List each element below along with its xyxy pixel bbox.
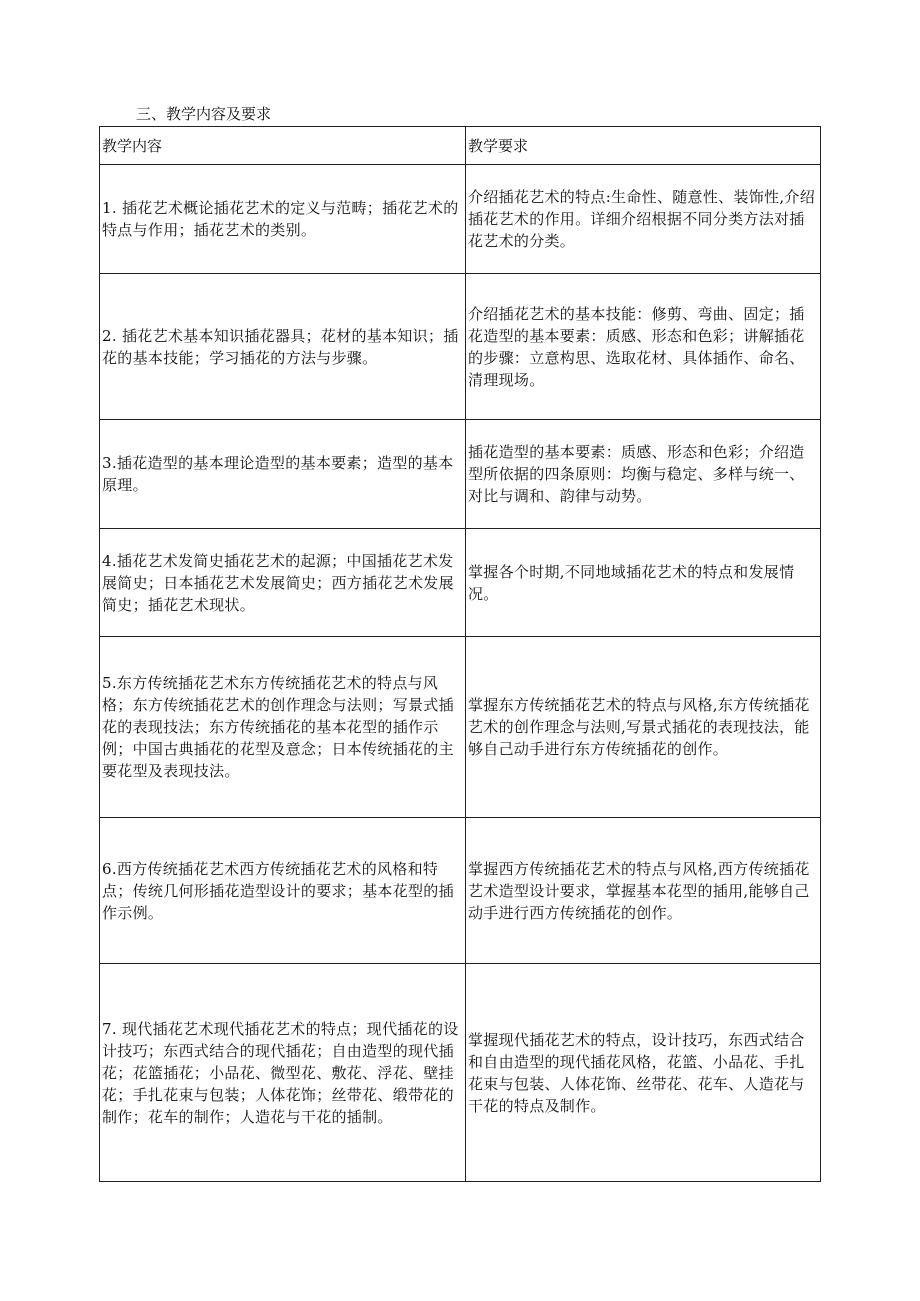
content-cell: 2. 插花艺术基本知识插花器具；花材的基本知识；插花的基本技能；学习插花的方法与步骤。 (100, 274, 466, 420)
requirement-cell: 掌握各个时期,不同地域插花艺术的特点和发展情况。 (466, 529, 821, 637)
table-row (100, 165, 821, 274)
table-row (100, 274, 821, 420)
header-requirement: 教学要求 (466, 127, 821, 165)
header-content: 教学内容 (100, 127, 466, 165)
requirement-cell: 介绍插花艺术的特点:生命性、随意性、装饰性,介绍插花艺术的作用。详细介绍根据不同分类方法对插花艺术的分类。 (466, 165, 821, 274)
content-requirements-table (99, 126, 821, 1182)
table-row (100, 964, 821, 1182)
requirement-cell: 插花造型的基本要素：质感、形态和色彩；介绍造型所依据的四条原则：均衡与稳定、多样与统一、对比与调和、韵律与动势。 (466, 420, 821, 529)
content-cell: 4.插花艺术发简史插花艺术的起源；中国插花艺术发展简史；日本插花艺术发展简史；西方插花艺术发展简史；插花艺术现状。 (100, 529, 466, 637)
table-row (100, 637, 821, 818)
content-cell: 6.西方传统插花艺术西方传统插花艺术的风格和特点；传统几何形插花造型设计的要求；基本花型的插作示例。 (100, 818, 466, 964)
section-heading: 三、教学内容及要求 (136, 105, 272, 123)
table-row (100, 529, 821, 637)
requirement-cell: 掌握现代插花艺术的特点，设计技巧，东西式结合和自由造型的现代插花风格，花篮、小品花、手扎花束与包装、人体花饰、丝带花、花车、人造花与干花的特点及制作。 (466, 964, 821, 1182)
requirement-cell: 介绍插花艺术的基本技能：修剪、弯曲、固定；插花造型的基本要素：质感、形态和色彩；讲解插花的步骤：立意构思、选取花材、具体插作、命名、清理现场。 (466, 274, 821, 420)
requirement-cell: 掌握东方传统插花艺术的特点与风格,东方传统插花艺术的创作理念与法则,写景式插花的表现技法，能够自己动手进行东方传统插花的创作。 (466, 637, 821, 818)
content-cell: 5.东方传统插花艺术东方传统插花艺术的特点与风格；东方传统插花艺术的创作理念与法则；写景式插花的表现技法；东方传统插花的基本花型的插作示例；中国古典插花的花型及意念；日本传统插花的主要花型及表现技法。 (100, 637, 466, 818)
table-header-row (100, 127, 821, 165)
content-cell: 1. 插花艺术概论插花艺术的定义与范畴；插花艺术的特点与作用；插花艺术的类别。 (100, 165, 466, 274)
table-row (100, 818, 821, 964)
content-cell: 3.插花造型的基本理论造型的基本要素；造型的基本原理。 (100, 420, 466, 529)
content-cell: 7. 现代插花艺术现代插花艺术的特点；现代插花的设计技巧；东西式结合的现代插花；自由造型的现代插花；花篮插花；小品花、微型花、敷花、浮花、壁挂花；手扎花束与包装；人体花饰；丝带花、缎带花的制作；花车的制作；人造花与干花的插制。 (100, 964, 466, 1182)
requirement-cell: 掌握西方传统插花艺术的特点与风格,西方传统插花艺术造型设计要求，掌握基本花型的插用,能够自己动手进行西方传统插花的创作。 (466, 818, 821, 964)
table-row (100, 420, 821, 529)
